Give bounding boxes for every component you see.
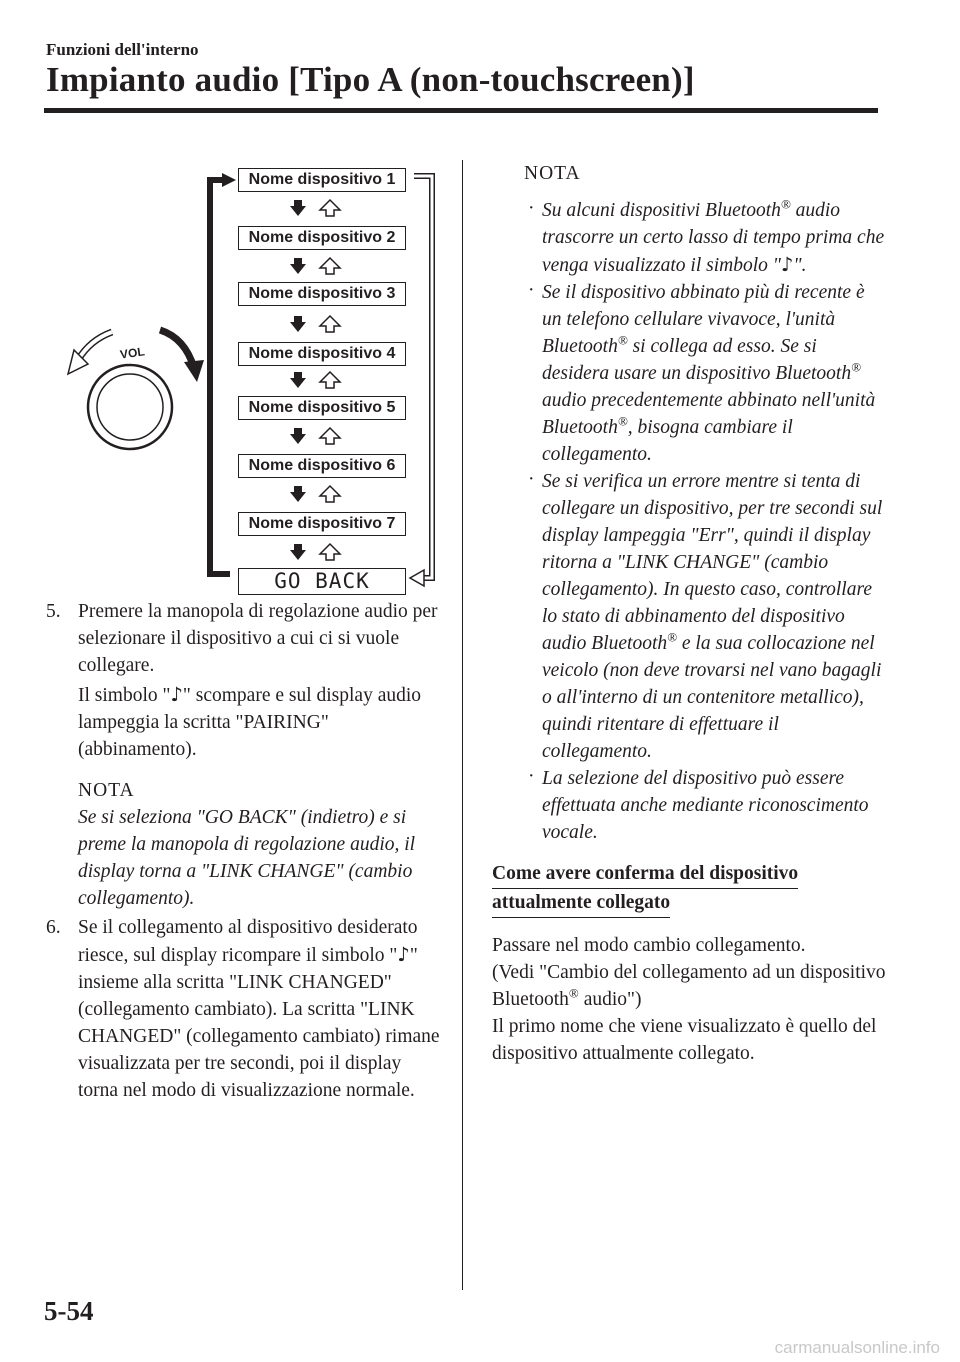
- arrows-7-goback: [290, 544, 340, 560]
- watermark: carmanualsonline.info: [774, 1338, 940, 1357]
- step-5-detail: Il simbolo "♪" scompare e sul display audio lampeggia la scritta "PAIRING" (abbinamento).: [78, 683, 422, 760]
- arrows-5-6: [290, 428, 340, 444]
- nota-heading: NOTA: [524, 163, 581, 184]
- step-6-text: Se il collegamento al dispositivo desiderato riesce, sul display ricompare il simbolo "♪" insieme alla scritta "LINK CHANGED" (collegamento cambiato). La scritta "LINK CHANGED" (collegamento cambiato) rimane visualizzata per tre secondi, poi il display torna nel modo di visualizzazione normale.: [78, 917, 440, 1101]
- forward-arrowhead: [222, 173, 236, 187]
- body-paragraph: Passare nel modo cambio collegamento.: [492, 935, 806, 956]
- arrows-4-5: [290, 372, 340, 388]
- vol-label: VOL: [119, 344, 146, 362]
- body-paragraph: (Vedi "Cambio del collegamento ad un dispositivo Bluetooth® audio"): [492, 962, 886, 1010]
- return-loop-line: [414, 176, 432, 578]
- go-back-box: GO BACK: [238, 568, 406, 595]
- subheading: Come avere conferma del dispositivo attualmente collegato: [492, 860, 887, 918]
- device-name-box: Nome dispositivo 4: [238, 342, 406, 366]
- step-6: [46, 914, 446, 1104]
- arrows-6-7: [290, 486, 340, 502]
- page-title: Impianto audio [Tipo A (non-touchscreen)]: [46, 60, 695, 99]
- nota-heading: NOTA: [78, 780, 135, 801]
- note-icon: ♪: [780, 253, 794, 276]
- body-paragraph: Il primo nome che viene visualizzato è quello del dispositivo attualmente collegato.: [492, 1016, 877, 1064]
- volume-knob-outer: [88, 365, 172, 449]
- right-column-text: [492, 160, 887, 1067]
- column-divider: [462, 160, 463, 1290]
- nota-bullet: · La selezione del dispositivo può essere effettuata anche mediante riconoscimento vocale.: [524, 765, 887, 846]
- title-rule: [44, 108, 878, 113]
- step-5-text: Premere la manopola di regolazione audio per selezionare il dispositivo a cui ci si vuole collegare.: [78, 601, 438, 676]
- note-icon: ♪: [397, 943, 410, 966]
- note-icon: ♪: [170, 683, 183, 706]
- device-name-box: Nome dispositivo 7: [238, 512, 406, 536]
- page-number: 5-54: [44, 1296, 94, 1326]
- device-name-box: Nome dispositivo 3: [238, 282, 406, 306]
- step-number: 6.: [46, 917, 61, 938]
- device-name-box: Nome dispositivo 1: [238, 168, 406, 192]
- left-column-text: [46, 598, 446, 1104]
- return-arrowhead: [410, 570, 424, 586]
- device-name-box: Nome dispositivo 5: [238, 396, 406, 420]
- nota-bullet: · Se il dispositivo abbinato più di recente è un telefono cellulare vivavoce, l'unità Bluetooth® si collega ad esso. Se si desidera usare un dispositivo Bluetooth® audio precedentemente abbinato nell'unità Bluetooth®, bisogna cambiare il collegamento.: [524, 279, 887, 468]
- nota-text: Se si seleziona "GO BACK" (indietro) e si preme la manopola di regolazione audio, il display torna a "LINK CHANGE" (cambio collegamento).: [78, 807, 416, 909]
- arrows-2-3: [290, 258, 340, 274]
- step-number: 5.: [46, 601, 61, 622]
- device-name-box: Nome dispositivo 6: [238, 454, 406, 478]
- nota-bullet: · Se si verifica un errore mentre si tenta di collegare un dispositivo, per tre secondi sul display lampeggia "Err", quindi il display ritorna a "LINK CHANGE" (cambio collegamento). In questo caso, controllare lo stato di abbinamento del dispositivo audio Bluetooth® e la sua collocazione nel veicolo (non deve trovarsi nel vano bagagli o all'interno di un contenitore metallico), quindi ritentare di effettuare il collegamento.: [524, 468, 887, 765]
- arrows-3-4: [290, 316, 340, 332]
- step-5: [46, 598, 446, 912]
- device-selection-diagram: [60, 160, 445, 600]
- section-label: Funzioni dell'interno: [46, 40, 199, 59]
- arrows-1-2: [290, 200, 340, 216]
- forward-loop-line: [210, 180, 230, 574]
- device-name-box: Nome dispositivo 2: [238, 226, 406, 250]
- volume-knob-inner: [97, 374, 163, 440]
- nota-bullet: · Su alcuni dispositivi Bluetooth® audio trascorre un certo lasso di tempo prima che venga visualizzato il simbolo "♪".: [524, 197, 887, 279]
